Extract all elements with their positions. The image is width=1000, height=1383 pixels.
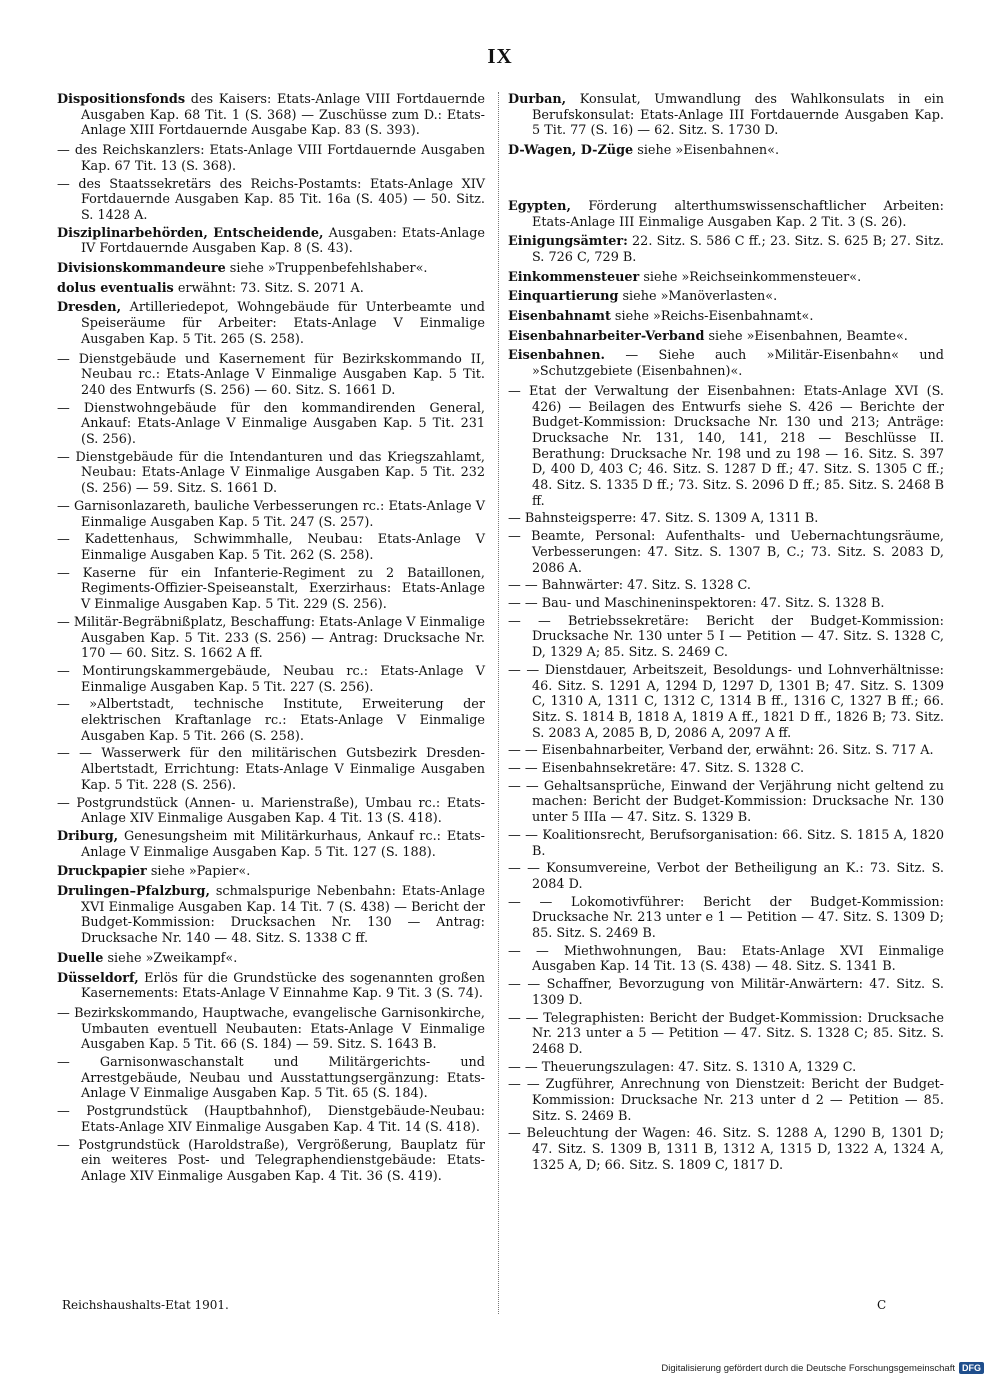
index-entry bbox=[508, 743, 944, 759]
index-entry bbox=[508, 977, 944, 1008]
entry-text: — Montirungskammergebäude, Neubau rc.: Etats-Anlage V Einmalige Ausgaben Kap. 5 Tit. 227 (S. 256). bbox=[57, 663, 485, 695]
index-entry bbox=[57, 300, 485, 347]
entry-text: — Postgrundstück (Annen- u. Marienstraße), Umbau rc.: Etats-Anlage XIV Einmalige Ausgaben Kap. 4 Tit. 13 (S. 418). bbox=[57, 795, 485, 827]
dfg-credit-text: Digitalisierung gefördert durch die Deutsche Forschungsgemeinschaft bbox=[661, 1362, 955, 1374]
index-entry bbox=[57, 92, 485, 139]
entry-text: siehe »Manöverlasten«. bbox=[618, 289, 778, 305]
entry-heading: Egypten, bbox=[508, 198, 571, 214]
entry-text: — Dienstgebäude für die Intendanturen und das Kriegszahlamt, Neubau: Etats-Anlage V Einmalige Ausgaben Kap. 5 Tit. 232 (S. 256) — 59. Sitz. S. 1661 D. bbox=[57, 449, 485, 497]
entry-text: — Beamte, Personal: Aufenthalts- und Uebernachtungsräume, Verbesserungen: 47. Sitz. S. 1307 B, C.; 73. Sitz. S. 2083 D, 2086 A. bbox=[508, 529, 944, 576]
entry-heading: Einkommensteuer bbox=[508, 269, 640, 285]
entry-heading: Einigungsämter: bbox=[508, 234, 628, 250]
column-divider bbox=[498, 92, 499, 1314]
index-entry bbox=[508, 1011, 944, 1058]
index-entry bbox=[508, 1077, 944, 1124]
index-entry bbox=[508, 895, 944, 942]
index-entry bbox=[508, 270, 944, 286]
index-entry bbox=[57, 884, 485, 947]
entry-text: — — Theuerungszulagen: 47. Sitz. S. 1310 A, 1329 C. bbox=[508, 1059, 857, 1075]
dfg-logo: DFG bbox=[959, 1362, 984, 1374]
entry-text: siehe »Papier«. bbox=[146, 864, 251, 880]
entry-text: siehe »Reichs-Eisenbahnamt«. bbox=[610, 309, 814, 325]
entry-text: Artilleriedepot, Wohngebäude für Unterbeamte und Speiseräume für Arbeiter: Etats-Anlage V Einmalige Ausgaben Kap. 5 Tit. 265 (S. 258). bbox=[81, 300, 485, 347]
entry-text: — Garnisonlazareth, bauliche Verbesserungen rc.: Etats-Anlage V Einmalige Ausgaben Kap. 5 Tit. 247 (S. 257). bbox=[57, 498, 485, 530]
index-entry bbox=[57, 143, 485, 174]
footer-title: Reichshaushalts-Etat 1901. bbox=[62, 1298, 229, 1312]
index-entry bbox=[57, 401, 485, 448]
entry-text: — — Bau- und Maschineninspektoren: 47. Sitz. S. 1328 B. bbox=[508, 595, 885, 611]
entry-heading: Drulingen–Pfalzburg, bbox=[57, 884, 210, 900]
index-entry bbox=[508, 861, 944, 892]
entry-text: — — Konsumvereine, Verbot der Betheiligung an K.: 73. Sitz. S. 2084 D. bbox=[508, 861, 944, 892]
index-entry bbox=[508, 614, 944, 661]
entry-heading: D-Wagen, D-Züge bbox=[508, 143, 634, 159]
index-entry bbox=[508, 828, 944, 859]
entry-text: — Garnisonwaschanstalt und Militärgerichts- und Arrestgebäude, Neubau und Ausstattungsergänzung: Etats-Anlage V Einmalige Ausgaben Kap. 5 Tit. 65 (S. 184). bbox=[57, 1055, 485, 1102]
entry-text: — Bezirkskommando, Hauptwache, evangelische Garnisonkirche, Umbauten eventuell Neubauten: Etats-Anlage V Einmalige Ausgaben Kap. 5 Tit. 66 (S. 184) — 59. Sitz. S. 1643 B. bbox=[57, 1005, 485, 1053]
entry-text: — — Lokomotivführer: Bericht der Budget-Kommission: Drucksache Nr. 213 unter e 1 — Petition — 47. Sitz. S. 1309 D; 85. Sitz. S. 2469 B. bbox=[508, 894, 944, 942]
index-entry bbox=[57, 450, 485, 497]
entry-heading: Driburg, bbox=[57, 828, 119, 844]
index-entry bbox=[508, 663, 944, 742]
index-entry bbox=[57, 1104, 485, 1135]
entry-text: des Kaisers: Etats-Anlage VIII Fortdauernde Ausgaben Kap. 68 Tit. 1 (S. 368) — Zuschüsse zum D.: Etats-Anlage XIII Fortdauernde Ausgabe Kap. 83 (S. 393). bbox=[81, 92, 485, 139]
entry-text: siehe »Zweikampf«. bbox=[103, 950, 238, 966]
index-entry bbox=[508, 143, 944, 159]
index-entry bbox=[57, 566, 485, 613]
index-entry bbox=[508, 384, 944, 510]
index-entry bbox=[57, 226, 485, 257]
entry-text: siehe »Reichseinkommensteuer«. bbox=[639, 269, 862, 285]
index-entry bbox=[57, 697, 485, 744]
entry-text: — »Albertstadt, technische Institute, Erweiterung der elektrischen Kraftanlage rc.: Etats-Anlage V Einmalige Ausgaben Kap. 5 Tit. 266 (S. 258). bbox=[57, 697, 485, 744]
entry-text: — — Eisenbahnarbeiter, Verband der, erwähnt: 26. Sitz. S. 717 A. bbox=[508, 743, 934, 759]
index-entry bbox=[508, 596, 944, 612]
entry-heading: Eisenbahnamt bbox=[508, 309, 611, 325]
entry-text: schmalspurige Nebenbahn: Etats-Anlage XVI Einmalige Ausgaben Kap. 14 Tit. 7 (S. 438) — Bericht der Budget-Kommission: Drucksachen Nr. 130 — Antrag: Drucksache Nr. 140 — 48. Sitz. S. 1338 C ff. bbox=[81, 884, 485, 947]
index-entry bbox=[508, 1060, 944, 1076]
entry-text: — — Zugführer, Anrechnung von Dienstzeit: Bericht der Budget-Kommission: Drucksache Nr. 213 unter d 2 — Petition — 85. Sitz. S. 2469 B. bbox=[508, 1077, 944, 1124]
index-entry bbox=[57, 499, 485, 530]
entry-heading: dolus eventualis bbox=[57, 280, 174, 296]
entry-text: — — Gehaltsansprüche, Einwand der Verjährung nicht geltend zu machen: Bericht der Budget-Kommission: Drucksache Nr. 130 unter 5 IIIa — 47. Sitz. S. 1329 B. bbox=[508, 778, 944, 826]
index-entry bbox=[508, 529, 944, 576]
entry-text: — Bahnsteigsperre: 47. Sitz. S. 1309 A, 1311 B. bbox=[508, 511, 819, 527]
entry-text: siehe »Eisenbahnen, Beamte«. bbox=[704, 328, 908, 344]
entry-text: — des Staatssekretärs des Reichs-Postamts: Etats-Anlage XIV Fortdauernde Ausgaben Kap. 85 Tit. 16a (S. 405) — 50. Sitz. S. 1428 A. bbox=[57, 176, 485, 223]
index-entry bbox=[508, 234, 944, 265]
entry-text: — Siehe auch »Militär-Eisenbahn« und »Schutzgebiete (Eisenbahnen)«. bbox=[532, 348, 944, 380]
index-entry bbox=[57, 532, 485, 563]
signature-mark: C bbox=[877, 1298, 887, 1312]
entry-text: — Kaserne für ein Infanterie-Regiment zu 2 Bataillonen, Regiments-Offizier-Speiseanstalt, Exerzirhaus: Etats-Anlage V Einmalige Ausgaben Kap. 5 Tit. 229 (S. 256). bbox=[57, 565, 485, 613]
entry-text: — — Dienstdauer, Arbeitszeit, Besoldungs- und Lohnverhältnisse: 46. Sitz. S. 1291 A, 1294 D, 1297 D, 1301 B; 47. Sitz. S. 1309 C, 1310 A, 1311 C, 1312 C, 1314 B ff., 1316 C, 1327 B ff.; 66. Sitz. S. 1814 B, 1818 A, 1819 A ff., 1821 D ff., 1826 B; 73. Sitz. S. 2083 A, 2085 B, D, 2086 A, 2097 A ff. bbox=[508, 662, 944, 741]
left-column bbox=[57, 92, 485, 1187]
entry-text: — — Betriebssekretäre: Bericht der Budget-Kommission: Drucksache Nr. 130 unter 5 I — Petition — 47. Sitz. S. 1328 C, D, 1329 A; 85. Sitz. S. 2469 C. bbox=[508, 613, 944, 661]
index-entry bbox=[57, 864, 485, 880]
entry-text: — des Reichskanzlers: Etats-Anlage VIII Fortdauernde Ausgaben Kap. 67 Tit. 13 (S. 368). bbox=[57, 143, 485, 174]
index-entry bbox=[57, 746, 485, 793]
entry-text: 22. Sitz. S. 586 C ff.; 23. Sitz. S. 625 B; 27. Sitz. S. 726 C, 729 B. bbox=[532, 234, 944, 265]
index-entry bbox=[508, 199, 944, 230]
entry-heading: Einquartierung bbox=[508, 289, 619, 305]
entry-text: Konsulat, Umwandlung des Wahlkonsulats in ein Berufskonsulat: Etats-Anlage III Fortdauernde Ausgaben Kap. 5 Tit. 77 (S. 16) — 62. Sitz. S. 1730 D. bbox=[532, 92, 944, 139]
index-entry bbox=[508, 761, 944, 777]
entry-heading: Disziplinarbehörden, Entscheidende, bbox=[57, 225, 324, 241]
index-entry bbox=[57, 829, 485, 860]
index-entry bbox=[508, 1126, 944, 1173]
index-entry bbox=[57, 615, 485, 662]
entry-text: — Etat der Verwaltung der Eisenbahnen: Etats-Anlage XVI (S. 426) — Beilagen des Entwurfs siehe S. 426 — Berichte der Budget-Kommission: Drucksache Nr. 130 und 213; Anträge: Drucksache Nr. 131, 140, 141, 218 — Beschlüsse II. Berathung: Drucksache Nr. 198 und zu 198 — 16. Sitz. S. 397 D, 400 D, 403 C; 46. Sitz. S. 1287 D ff.; 47. Sitz. S. 1305 C ff.; 48. Sitz. S. 1335 D ff.; 73. Sitz. S. 2096 D ff.; 85. Sitz. S. 2468 B ff. bbox=[508, 383, 944, 509]
entry-text: — — Bahnwärter: 47. Sitz. S. 1328 C. bbox=[508, 578, 751, 594]
dfg-credit bbox=[661, 1362, 984, 1374]
entry-heading: Divisionskommandeure bbox=[57, 261, 226, 277]
index-entry bbox=[508, 511, 944, 527]
entry-heading: Eisenbahnen. bbox=[508, 348, 606, 364]
entry-text: Förderung alterthumswissenschaftlicher Arbeiten: Etats-Anlage III Einmalige Ausgaben Kap. 2 Tit. 3 (S. 26). bbox=[532, 198, 944, 230]
entry-text: — — Koalitionsrecht, Berufsorganisation: 66. Sitz. S. 1815 A, 1820 B. bbox=[508, 827, 944, 859]
entry-text: — Dienstwohngebäude für den kommandirenden General, Ankauf: Etats-Anlage V Einmalige Ausgaben Kap. 5 Tit. 231 (S. 256). bbox=[57, 400, 485, 448]
index-entry bbox=[508, 578, 944, 594]
entry-text: — — Eisenbahnsekretäre: 47. Sitz. S. 1328 C. bbox=[508, 761, 805, 777]
entry-heading: Eisenbahnarbeiter-Verband bbox=[508, 328, 705, 344]
entry-text: — Postgrundstück (Hauptbahnhof), Dienstgebäude-Neubau: Etats-Anlage XIV Einmalige Ausgaben Kap. 4 Tit. 14 (S. 418). bbox=[57, 1104, 485, 1135]
entry-text: — Postgrundstück (Haroldstraße), Vergrößerung, Bauplatz für ein weiteres Post- und Telegraphendienstgebäude: Etats-Anlage XIV Einmalige Ausgaben Kap. 4 Tit. 36 (S. 419). bbox=[57, 1137, 485, 1184]
entry-text: — — Miethwohnungen, Bau: Etats-Anlage XVI Einmalige Ausgaben Kap. 14 Tit. 13 (S. 438) — 48. Sitz. S. 1341 B. bbox=[508, 943, 944, 975]
index-entry bbox=[57, 951, 485, 967]
index-entry bbox=[508, 329, 944, 345]
index-entry bbox=[508, 289, 944, 305]
entry-text: siehe »Eisenbahnen«. bbox=[633, 143, 780, 159]
index-entry bbox=[508, 944, 944, 975]
index-entry bbox=[57, 1055, 485, 1102]
entry-heading: Durban, bbox=[508, 92, 567, 107]
index-entry bbox=[57, 664, 485, 695]
index-entry bbox=[508, 779, 944, 826]
index-entry bbox=[508, 309, 944, 325]
page-number: IX bbox=[487, 44, 513, 68]
entry-text: — — Schaffner, Bevorzugung von Militär-Anwärtern: 47. Sitz. S. 1309 D. bbox=[508, 977, 944, 1008]
entry-heading: Düsseldorf, bbox=[57, 970, 139, 986]
index-entry bbox=[57, 281, 485, 297]
entry-heading: Dresden, bbox=[57, 300, 122, 316]
index-entry bbox=[508, 92, 944, 139]
index-entry bbox=[57, 1138, 485, 1185]
index-entry bbox=[57, 261, 485, 277]
entry-heading: Druckpapier bbox=[57, 864, 147, 880]
entry-text: Erlös für die Grundstücke des sogenannten großen Kasernements: Etats-Anlage V Einnahme Kap. 9 Tit. 3 (S. 74). bbox=[81, 970, 485, 1002]
index-entry bbox=[57, 971, 485, 1002]
entry-text: Ausgaben: Etats-Anlage IV Fortdauernde Ausgaben Kap. 8 (S. 43). bbox=[81, 225, 485, 257]
entry-heading: Duelle bbox=[57, 950, 104, 966]
index-entry bbox=[57, 1006, 485, 1053]
right-column bbox=[508, 92, 944, 1176]
index-entry bbox=[57, 352, 485, 399]
entry-text: — Dienstgebäude und Kasernement für Bezirkskommando II, Neubau rc.: Etats-Anlage V Einmalige Ausgaben Kap. 5 Tit. 240 des Entwurfs (S. 256) — 60. Sitz. S. 1661 D. bbox=[57, 351, 485, 398]
index-entry bbox=[508, 348, 944, 379]
entry-text: erwähnt: 73. Sitz. S. 2071 A. bbox=[173, 280, 364, 296]
entry-text: Genesungsheim mit Militärkurhaus, Ankauf rc.: Etats-Anlage V Einmalige Ausgaben Kap. 5 Tit. 127 (S. 188). bbox=[81, 828, 485, 860]
entry-text: — — Wasserwerk für den militärischen Gutsbezirk Dresden-Albertstadt, Errichtung: Etats-Anlage V Einmalige Ausgaben Kap. 5 Tit. 228 (S. 256). bbox=[57, 746, 485, 793]
entry-text: — — Telegraphisten: Bericht der Budget-Kommission: Drucksache Nr. 213 unter a 5 — Petition — 47. Sitz. S. 1328 C; 85. Sitz. S. 2468 D. bbox=[508, 1010, 944, 1057]
entry-text: — Militär-Begräbnißplatz, Beschaffung: Etats-Anlage V Einmalige Ausgaben Kap. 5 Tit. 233 (S. 256) — Antrag: Drucksache Nr. 170 — 60. Sitz. S. 1662 A ff. bbox=[57, 614, 485, 662]
entry-text: — Kadettenhaus, Schwimmhalle, Neubau: Etats-Anlage V Einmalige Ausgaben Kap. 5 Tit. 262 (S. 258). bbox=[57, 532, 485, 563]
entry-text: siehe »Truppenbefehlshaber«. bbox=[225, 261, 428, 277]
index-entry bbox=[57, 177, 485, 224]
entry-text: — Beleuchtung der Wagen: 46. Sitz. S. 1288 A, 1290 B, 1301 D; 47. Sitz. S. 1309 B, 1311 B, 1312 A, 1315 D, 1322 A, 1324 A, 1325 A, D; 66. Sitz. S. 1809 C, 1817 D. bbox=[508, 1126, 944, 1173]
index-entry bbox=[57, 796, 485, 827]
entry-heading: Dispositionsfonds bbox=[57, 92, 186, 107]
